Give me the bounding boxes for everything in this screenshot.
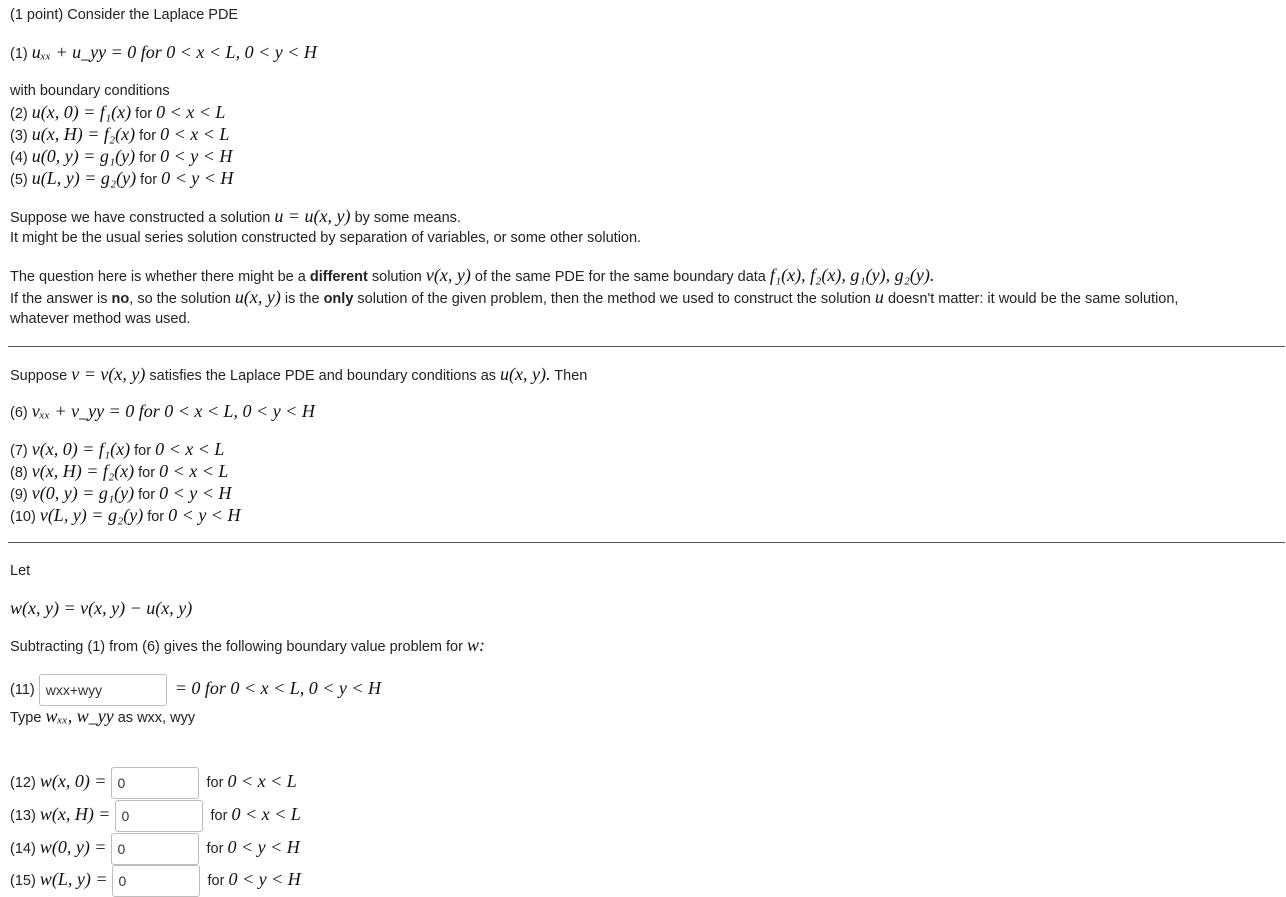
equation-number: (15) xyxy=(10,873,36,889)
bc-lhs: w(x, 0) = xyxy=(39,771,107,791)
answer-input-12[interactable]: 0 xyxy=(111,767,199,799)
equation-number: (14) xyxy=(10,841,36,857)
subtract-sentence xyxy=(10,635,485,657)
bc-row-3 xyxy=(10,124,229,146)
intro-text: (1 point) Consider the Laplace PDE xyxy=(10,7,239,23)
bc-lhs: v(x, H) = f₂(x) xyxy=(31,461,135,481)
equation-number: (4) xyxy=(10,150,28,166)
equation-number: (9) xyxy=(10,487,28,503)
section-divider xyxy=(8,542,1285,543)
bc-range: 0 < x < L xyxy=(155,439,225,459)
bc-v-row-9 xyxy=(10,483,231,505)
emphasis: only xyxy=(323,291,354,307)
bc-w-row-12 xyxy=(10,765,297,799)
emphasis: different xyxy=(309,269,368,285)
text: as wxx, wyy xyxy=(117,710,196,726)
text: Subtracting (1) from (6) gives the following boundary value problem for xyxy=(10,639,463,655)
for-label: for xyxy=(210,808,228,824)
math: u(x, y). xyxy=(500,364,551,384)
for-label: for xyxy=(206,841,224,857)
answer-input-13[interactable]: 0 xyxy=(115,800,203,832)
math: wₓₓ, w_yy xyxy=(45,706,114,726)
bc-range: 0 < y < H xyxy=(227,837,300,857)
equation-number: (2) xyxy=(10,106,28,122)
equation-number: (5) xyxy=(10,172,28,188)
bc-lhs: u(x, 0) = f₁(x) xyxy=(31,102,132,122)
equation-6 xyxy=(10,401,315,423)
text: Suppose xyxy=(10,368,68,384)
equation-number: (8) xyxy=(10,465,28,481)
text: , so the solution xyxy=(129,291,231,307)
answer-input-15[interactable]: 0 xyxy=(112,865,200,897)
bc-range: 0 < y < H xyxy=(160,146,233,166)
equation-number: (7) xyxy=(10,443,28,459)
math: w: xyxy=(466,635,485,655)
equation-11 xyxy=(10,672,381,706)
bc-row-5 xyxy=(10,168,233,190)
let-label: Let xyxy=(10,563,31,579)
equation-number: (13) xyxy=(10,808,36,824)
problem-intro xyxy=(10,5,238,25)
equation-number: (10) xyxy=(10,509,36,525)
emphasis: no xyxy=(111,291,130,307)
text: solution xyxy=(371,269,422,285)
for-label: for xyxy=(138,465,156,481)
paragraph-2-line-1 xyxy=(10,265,934,287)
paragraph-2-line-3: whatever method was used. xyxy=(10,311,191,327)
bc-lhs: u(0, y) = g₁(y) xyxy=(31,146,136,166)
text: The question here is whether there might be a xyxy=(10,269,306,285)
text: doesn't matter: it would be the same solution, xyxy=(887,291,1179,307)
bc-range: 0 < x < L xyxy=(160,124,230,144)
text: is the xyxy=(284,291,320,307)
text: If the answer is xyxy=(10,291,108,307)
bc-lhs: v(0, y) = g₁(y) xyxy=(31,483,135,503)
type-hint xyxy=(10,706,195,728)
text: Suppose we have constructed a solution xyxy=(10,210,271,226)
text: Type xyxy=(10,710,42,726)
laplace-equation-u: uₓₓ + u_yy = 0 for 0 < x < L, 0 < y < H xyxy=(31,42,317,62)
equation-1 xyxy=(10,42,317,64)
equation-number: (11) xyxy=(10,682,35,698)
paragraph-3 xyxy=(10,364,587,386)
math: u(x, y) xyxy=(234,287,281,307)
bc-lhs: v(L, y) = g₂(y) xyxy=(39,505,144,525)
equation-number: (6) xyxy=(10,405,28,421)
for-label: for xyxy=(135,106,153,122)
equation-number: (1) xyxy=(10,46,28,62)
paragraph-1-line-1 xyxy=(10,206,461,228)
for-label: for xyxy=(138,487,156,503)
bc-lhs: w(0, y) = xyxy=(39,837,107,857)
bc-row-2 xyxy=(10,102,225,124)
math: = 0 for 0 < x < L, 0 < y < H xyxy=(174,678,382,698)
bc-range: 0 < y < H xyxy=(168,505,241,525)
bc-heading: with boundary conditions xyxy=(10,83,170,99)
text: solution of the given problem, then the method we used to construct the solution xyxy=(357,291,871,307)
math: v(x, y) xyxy=(425,265,471,285)
math: u = u(x, y) xyxy=(274,206,351,226)
bc-w-row-14 xyxy=(10,831,300,865)
bc-range: 0 < y < H xyxy=(161,168,234,188)
math: u xyxy=(874,287,884,307)
text: of the same PDE for the same boundary data xyxy=(474,269,766,285)
for-label: for xyxy=(140,172,158,188)
w-definition xyxy=(10,598,192,620)
bc-range: 0 < x < L xyxy=(227,771,297,791)
bc-w-row-13 xyxy=(10,798,301,832)
for-label: for xyxy=(134,443,152,459)
bc-lhs: u(x, H) = f₂(x) xyxy=(31,124,136,144)
answer-input-14[interactable]: 0 xyxy=(111,833,199,865)
laplace-equation-v: vₓₓ + v_yy = 0 for 0 < x < L, 0 < y < H xyxy=(31,401,315,421)
equation-number: (12) xyxy=(10,775,36,791)
bc-range: 0 < x < L xyxy=(231,804,301,824)
math: f₁(x), f₂(x), g₁(y), g₂(y). xyxy=(769,265,935,285)
math: w(x, y) = v(x, y) − u(x, y) xyxy=(10,598,193,618)
section-divider xyxy=(8,346,1285,347)
math: v = v(x, y) xyxy=(71,364,146,384)
bc-lhs: v(x, 0) = f₁(x) xyxy=(31,439,131,459)
text: satisfies the Laplace PDE and boundary conditions as xyxy=(149,368,497,384)
for-label: for xyxy=(139,128,157,144)
bc-lhs: u(L, y) = g₂(y) xyxy=(31,168,137,188)
bc-w-row-15 xyxy=(10,863,301,897)
bc-v-row-10 xyxy=(10,505,240,527)
bc-range: 0 < y < H xyxy=(159,483,232,503)
bc-range: 0 < x < L xyxy=(156,102,226,122)
bc-range: 0 < y < H xyxy=(228,869,301,889)
bc-v-row-8 xyxy=(10,461,228,483)
paragraph-2-line-2 xyxy=(10,287,1178,309)
bc-range: 0 < x < L xyxy=(159,461,229,481)
bc-v-row-7 xyxy=(10,439,224,461)
bc-lhs: w(x, H) = xyxy=(39,804,111,824)
text: Then xyxy=(554,368,588,384)
paragraph-1-line-2: It might be the usual series solution constructed by separation of variables, or some other solution. xyxy=(10,230,642,246)
answer-input-11[interactable]: wxx+wyy xyxy=(39,674,167,706)
for-label: for xyxy=(139,150,157,166)
for-label: for xyxy=(147,509,165,525)
for-label: for xyxy=(207,873,225,889)
for-label: for xyxy=(206,775,224,791)
equation-number: (3) xyxy=(10,128,28,144)
text: by some means. xyxy=(354,210,461,226)
bc-lhs: w(L, y) = xyxy=(39,869,108,889)
bc-row-4 xyxy=(10,146,232,168)
